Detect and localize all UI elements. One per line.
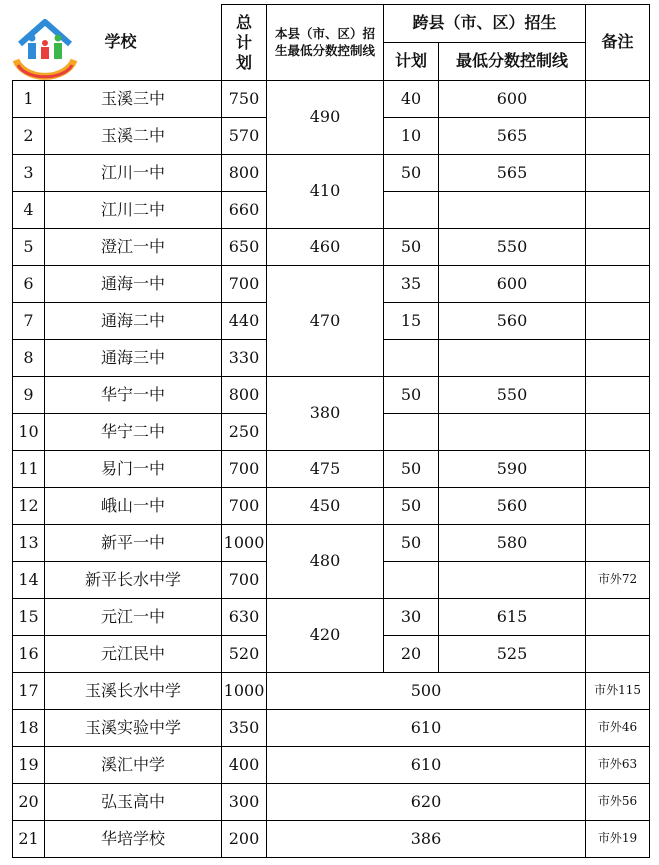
row-number: 15 (13, 599, 45, 636)
cross-plan: 50 (384, 525, 439, 562)
cross-min-score: 600 (439, 266, 586, 303)
cross-plan: 40 (384, 81, 439, 118)
cross-min-score (439, 340, 586, 377)
school-name: 新平长水中学 (45, 562, 222, 599)
cross-plan (384, 562, 439, 599)
row-number: 9 (13, 377, 45, 414)
table-row (13, 710, 650, 747)
row-number: 6 (13, 266, 45, 303)
table-row (13, 266, 650, 303)
home-min-score: 380 (267, 377, 384, 451)
cross-min-score: 580 (439, 525, 586, 562)
remark-cell (586, 451, 650, 488)
cross-min-score: 560 (439, 303, 586, 340)
home-min-score: 410 (267, 155, 384, 229)
remark-cell: 市外19 (586, 821, 650, 858)
remark-cell (586, 599, 650, 636)
total-plan: 520 (222, 636, 267, 673)
school-name: 澄江一中 (45, 229, 222, 266)
row-number: 1 (13, 81, 45, 118)
total-plan: 700 (222, 562, 267, 599)
school-name: 玉溪二中 (45, 118, 222, 155)
total-plan: 440 (222, 303, 267, 340)
total-plan: 660 (222, 192, 267, 229)
school-name: 弘玉高中 (45, 784, 222, 821)
remark-cell (586, 266, 650, 303)
enrollment-table (12, 4, 650, 858)
min-score-merged: 500 (267, 673, 586, 710)
school-name: 峨山一中 (45, 488, 222, 525)
table-row (13, 821, 650, 858)
total-plan: 200 (222, 821, 267, 858)
cross-min-score: 550 (439, 377, 586, 414)
row-number: 19 (13, 747, 45, 784)
school-name: 溪汇中学 (45, 747, 222, 784)
total-plan: 250 (222, 414, 267, 451)
home-min-score: 420 (267, 599, 384, 673)
total-plan: 800 (222, 377, 267, 414)
min-score-merged: 386 (267, 821, 586, 858)
remark-cell (586, 81, 650, 118)
remark-cell (586, 377, 650, 414)
cross-plan: 50 (384, 451, 439, 488)
home-min-score: 460 (267, 229, 384, 266)
row-number: 2 (13, 118, 45, 155)
header-home-min-score: 本县（市、区）招生最低分数控制线 (267, 5, 384, 81)
table-row (13, 81, 650, 118)
cross-plan: 30 (384, 599, 439, 636)
cross-plan: 35 (384, 266, 439, 303)
remark-cell (586, 155, 650, 192)
remark-cell (586, 414, 650, 451)
row-number: 21 (13, 821, 45, 858)
remark-cell (586, 340, 650, 377)
row-number: 7 (13, 303, 45, 340)
remark-cell (586, 303, 650, 340)
cross-min-score: 565 (439, 118, 586, 155)
total-plan: 700 (222, 451, 267, 488)
cross-plan: 50 (384, 377, 439, 414)
row-number: 10 (13, 414, 45, 451)
row-number: 12 (13, 488, 45, 525)
cross-plan (384, 192, 439, 229)
total-plan: 750 (222, 81, 267, 118)
header-cross-county: 跨县（市、区）招生 (384, 5, 586, 43)
home-min-score: 450 (267, 488, 384, 525)
min-score-merged: 610 (267, 747, 586, 784)
total-plan: 650 (222, 229, 267, 266)
table-row (13, 673, 650, 710)
school-name: 玉溪三中 (45, 81, 222, 118)
remark-cell: 市外72 (586, 562, 650, 599)
total-plan: 350 (222, 710, 267, 747)
table-row (13, 747, 650, 784)
cross-min-score (439, 192, 586, 229)
remark-cell (586, 118, 650, 155)
school-name: 元江民中 (45, 636, 222, 673)
total-plan: 630 (222, 599, 267, 636)
remark-cell: 市外56 (586, 784, 650, 821)
school-name: 通海二中 (45, 303, 222, 340)
row-number: 13 (13, 525, 45, 562)
home-min-score: 480 (267, 525, 384, 599)
header-total-plan (222, 5, 267, 81)
total-plan: 570 (222, 118, 267, 155)
remark-cell: 市外63 (586, 747, 650, 784)
row-number: 14 (13, 562, 45, 599)
school-name: 玉溪实验中学 (45, 710, 222, 747)
cross-plan (384, 414, 439, 451)
table-row (13, 599, 650, 636)
cross-plan: 50 (384, 155, 439, 192)
header-cross-min-score: 最低分数控制线 (439, 43, 586, 81)
min-score-merged: 610 (267, 710, 586, 747)
remark-cell (586, 636, 650, 673)
school-name: 通海三中 (45, 340, 222, 377)
cross-min-score: 525 (439, 636, 586, 673)
table-row (13, 377, 650, 414)
cross-min-score: 590 (439, 451, 586, 488)
total-plan: 1000 (222, 525, 267, 562)
home-min-score: 490 (267, 81, 384, 155)
total-plan: 300 (222, 784, 267, 821)
school-name: 易门一中 (45, 451, 222, 488)
total-plan: 700 (222, 488, 267, 525)
cross-plan: 10 (384, 118, 439, 155)
header-cross-plan: 计划 (384, 43, 439, 81)
remark-cell (586, 229, 650, 266)
row-number: 3 (13, 155, 45, 192)
header-total-plan-text: 总计划 (236, 12, 253, 72)
school-name: 通海一中 (45, 266, 222, 303)
table-row (13, 155, 650, 192)
cross-plan: 20 (384, 636, 439, 673)
school-name: 华培学校 (45, 821, 222, 858)
row-number: 16 (13, 636, 45, 673)
school-name: 玉溪长水中学 (45, 673, 222, 710)
table-row (13, 525, 650, 562)
row-number: 18 (13, 710, 45, 747)
remark-cell (586, 192, 650, 229)
school-name: 江川一中 (45, 155, 222, 192)
cross-plan: 50 (384, 488, 439, 525)
school-name: 华宁一中 (45, 377, 222, 414)
total-plan: 330 (222, 340, 267, 377)
remark-cell: 市外115 (586, 673, 650, 710)
table-row (13, 488, 650, 525)
row-number: 20 (13, 784, 45, 821)
header-row (13, 5, 650, 43)
cross-min-score: 550 (439, 229, 586, 266)
cross-min-score (439, 562, 586, 599)
min-score-merged: 620 (267, 784, 586, 821)
total-plan: 700 (222, 266, 267, 303)
cross-plan (384, 340, 439, 377)
cross-min-score (439, 414, 586, 451)
row-number: 4 (13, 192, 45, 229)
home-min-score: 475 (267, 451, 384, 488)
remark-cell (586, 488, 650, 525)
remark-cell: 市外46 (586, 710, 650, 747)
table-row (13, 451, 650, 488)
cross-plan: 15 (384, 303, 439, 340)
row-number: 8 (13, 340, 45, 377)
header-remark: 备注 (586, 5, 650, 81)
cross-min-score: 600 (439, 81, 586, 118)
row-number: 5 (13, 229, 45, 266)
total-plan: 800 (222, 155, 267, 192)
school-name: 新平一中 (45, 525, 222, 562)
school-name: 元江一中 (45, 599, 222, 636)
total-plan: 1000 (222, 673, 267, 710)
table-row (13, 784, 650, 821)
home-min-score: 470 (267, 266, 384, 377)
cross-min-score: 565 (439, 155, 586, 192)
table-row (13, 229, 650, 266)
remark-cell (586, 525, 650, 562)
cross-plan: 50 (384, 229, 439, 266)
school-name: 华宁二中 (45, 414, 222, 451)
school-name: 江川二中 (45, 192, 222, 229)
header-school: 学校 (13, 5, 222, 81)
row-number: 11 (13, 451, 45, 488)
cross-min-score: 560 (439, 488, 586, 525)
row-number: 17 (13, 673, 45, 710)
cross-min-score: 615 (439, 599, 586, 636)
total-plan: 400 (222, 747, 267, 784)
